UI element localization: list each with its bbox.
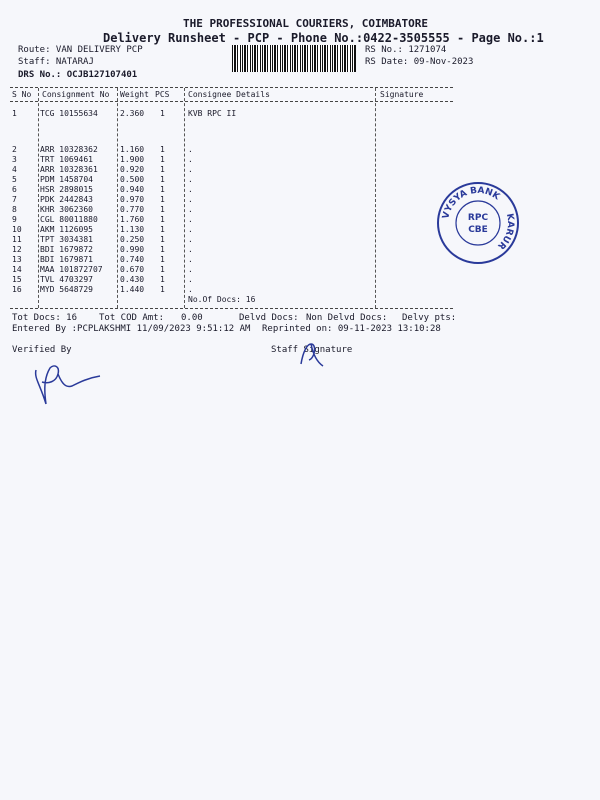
entered-by: Entered By :PCPLAKSHMI 11/09/2023 9:51:12 AM <box>12 324 251 334</box>
col-header-sno: S No <box>12 90 32 99</box>
tot-docs: Tot Docs: 16 <box>12 313 78 323</box>
verified-by: Verified By <box>12 345 72 355</box>
cell-weight: 2.360 <box>120 109 145 118</box>
route-label: Route: VAN DELIVERY PCP <box>18 45 143 55</box>
cell-pcs: 1 <box>160 275 165 284</box>
company-name: THE PROFESSIONAL COURIERS, COIMBATORE <box>183 17 429 30</box>
cell-pcs: 1 <box>160 235 165 244</box>
cell-sno: 14 <box>12 265 22 274</box>
cell-consignee: KVB RPC II <box>188 109 237 118</box>
reprinted-on: Reprinted on: 09-11-2023 13:10:28 <box>262 324 441 334</box>
verifier-signature <box>28 360 108 408</box>
cell-pcs: 1 <box>160 225 165 234</box>
cell-weight: 0.250 <box>120 235 145 244</box>
cell-pcs: 1 <box>160 185 165 194</box>
cell-consignee: . <box>188 205 193 214</box>
cell-weight: 0.770 <box>120 205 145 214</box>
cell-pcs: 1 <box>160 245 165 254</box>
stamp-ring-text: VYSYA BANK KARUR <box>441 185 516 251</box>
table-row <box>0 109 460 120</box>
tot-cod-value: 0.00 <box>181 313 203 323</box>
cell-consignment: PDK 2442843 <box>40 195 93 204</box>
cell-sno: 15 <box>12 275 22 284</box>
cell-consignment: KHR 3062360 <box>40 205 93 214</box>
cell-consignee: . <box>188 225 193 234</box>
cell-consignment: ARR 10328361 <box>40 165 98 174</box>
cell-consignee: . <box>188 165 193 174</box>
cell-weight: 0.500 <box>120 175 145 184</box>
cell-consignee: . <box>188 145 193 154</box>
cell-consignee: . <box>188 215 193 224</box>
cell-sno: 6 <box>12 185 17 194</box>
cell-consignee: . <box>188 255 193 264</box>
cell-consignee: . <box>188 265 193 274</box>
cell-consignee: . <box>188 155 193 164</box>
bank-stamp <box>433 178 523 268</box>
cell-consignment: AKM 1126095 <box>40 225 93 234</box>
cell-pcs: 1 <box>160 255 165 264</box>
staff-signature-mark <box>295 338 327 370</box>
table-bottom-rule <box>10 308 453 309</box>
cell-sno: 16 <box>12 285 22 294</box>
rs-number: RS No.: 1271074 <box>365 45 447 55</box>
cell-pcs: 1 <box>160 145 165 154</box>
cell-sno: 10 <box>12 225 22 234</box>
cell-pcs: 1 <box>160 265 165 274</box>
cell-consignee: . <box>188 195 193 204</box>
runsheet-subtitle: Delivery Runsheet - PCP - Phone No.:0422-3505555 - Page No.:1 <box>103 31 544 45</box>
cell-pcs: 1 <box>160 165 165 174</box>
no-of-docs: No.Of Docs: 16 <box>188 295 256 304</box>
col-header-consignee: Consignee Details <box>188 90 270 99</box>
cell-consignment: TVL 4703297 <box>40 275 93 284</box>
cell-consignment: BDI 1679871 <box>40 255 93 264</box>
table-top-rule <box>10 87 453 88</box>
cell-sno: 5 <box>12 175 17 184</box>
cell-weight: 1.440 <box>120 285 145 294</box>
cell-weight: 0.970 <box>120 195 145 204</box>
cell-weight: 0.740 <box>120 255 145 264</box>
cell-consignment: MYD 5648729 <box>40 285 93 294</box>
col-header-signature: Signature <box>380 90 424 99</box>
stamp-line1: RPC <box>467 213 489 223</box>
delvd-docs: Delvd Docs: <box>239 313 299 323</box>
cell-sno: 7 <box>12 195 17 204</box>
cell-consignee: . <box>188 245 193 254</box>
cell-consignee: . <box>188 185 193 194</box>
cell-sno: 1 <box>12 109 17 118</box>
cell-weight: 1.130 <box>120 225 145 234</box>
cell-weight: 1.760 <box>120 215 145 224</box>
cell-sno: 12 <box>12 245 22 254</box>
cell-weight: 0.990 <box>120 245 145 254</box>
cell-consignment: MAA 101872707 <box>40 265 103 274</box>
cell-consignee: . <box>188 175 193 184</box>
delvy-pts: Delvy pts: <box>402 313 457 323</box>
barcode <box>232 45 356 72</box>
cell-weight: 0.920 <box>120 165 145 174</box>
cell-sno: 3 <box>12 155 17 164</box>
cell-weight: 1.900 <box>120 155 145 164</box>
cell-sno: 11 <box>12 235 22 244</box>
cell-consignee: . <box>188 235 193 244</box>
cell-consignment: BDI 1679872 <box>40 245 93 254</box>
cell-weight: 1.160 <box>120 145 145 154</box>
cell-weight: 0.430 <box>120 275 145 284</box>
col-header-weight: Weight <box>120 90 149 99</box>
cell-pcs: 1 <box>160 109 165 118</box>
cell-consignee: . <box>188 285 193 294</box>
cell-pcs: 1 <box>160 195 165 204</box>
cell-consignment: TPT 3034381 <box>40 235 93 244</box>
tot-cod-label: Tot COD Amt: <box>99 313 165 323</box>
cell-sno: 13 <box>12 255 22 264</box>
drs-number: DRS No.: OCJB127107401 <box>18 70 138 80</box>
cell-consignment: TRT 1069461 <box>40 155 93 164</box>
cell-pcs: 1 <box>160 215 165 224</box>
cell-sno: 9 <box>12 215 17 224</box>
cell-consignment: HSR 2898015 <box>40 185 93 194</box>
cell-sno: 2 <box>12 145 17 154</box>
cell-sno: 8 <box>12 205 17 214</box>
cell-pcs: 1 <box>160 175 165 184</box>
cell-weight: 0.670 <box>120 265 145 274</box>
non-delvd-docs: Non Delvd Docs: <box>306 313 388 323</box>
staff-label: Staff: NATARAJ <box>18 57 94 67</box>
header-bottom-rule <box>10 101 453 102</box>
rs-date: RS Date: 09-Nov-2023 <box>365 57 474 67</box>
cell-pcs: 1 <box>160 155 165 164</box>
col-header-pcs: PCS <box>155 90 170 99</box>
cell-consignment: TCG 10155634 <box>40 109 98 118</box>
cell-consignment: ARR 10328362 <box>40 145 98 154</box>
cell-consignee: . <box>188 275 193 284</box>
staff-signature-label: Staff Signature <box>271 345 353 355</box>
cell-pcs: 1 <box>160 285 165 294</box>
cell-consignment: PDM 1458704 <box>40 175 93 184</box>
cell-pcs: 1 <box>160 205 165 214</box>
cell-consignment: CGL 80011880 <box>40 215 98 224</box>
stamp-line2: CBE <box>468 225 488 235</box>
cell-weight: 0.940 <box>120 185 145 194</box>
col-header-consignment: Consignment No <box>42 90 110 99</box>
cell-sno: 4 <box>12 165 17 174</box>
